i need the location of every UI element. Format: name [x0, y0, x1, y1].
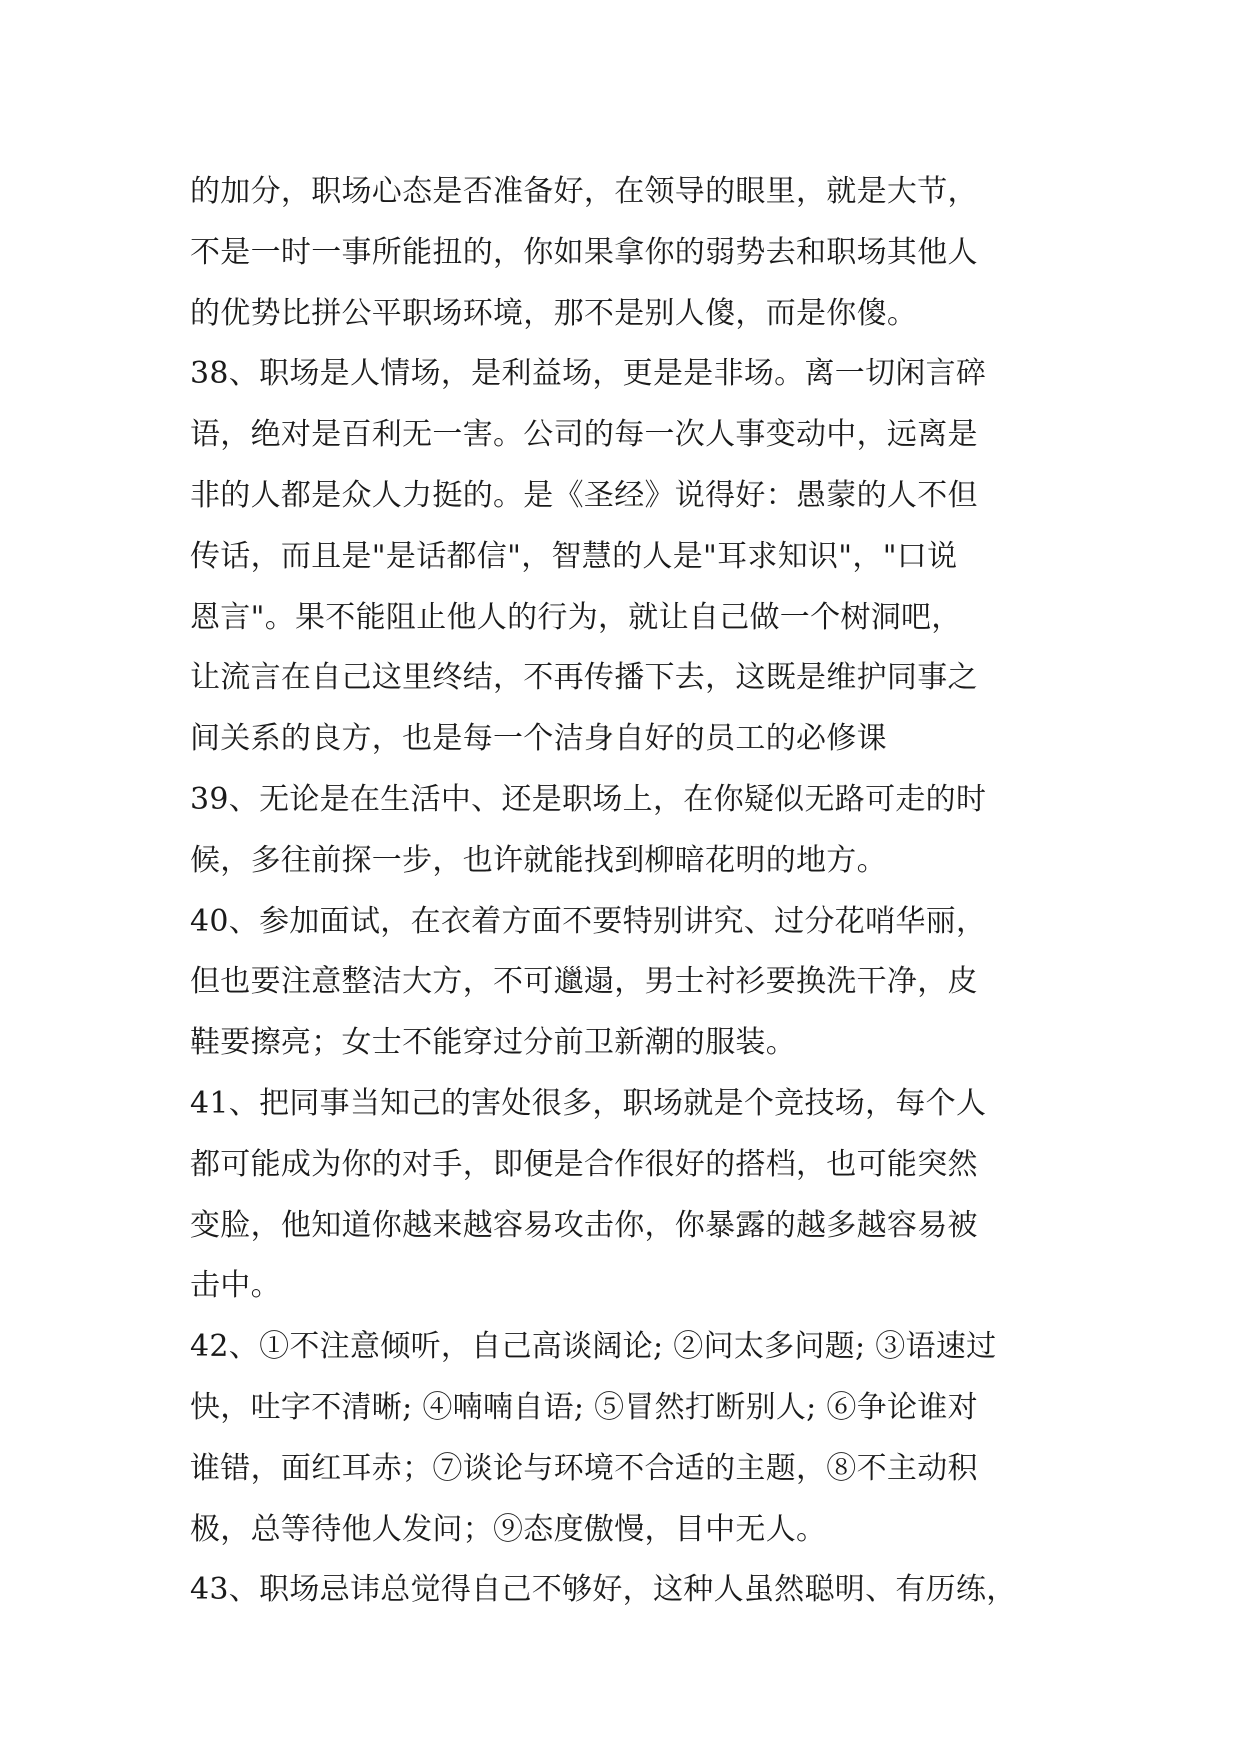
text-line: 快，吐字不清晰; ④喃喃自语; ⑤冒然打断别人; ⑥争论谁对 [190, 1389, 978, 1425]
text-line: 的加分，职场心态是否准备好，在领导的眼里，就是大节， [190, 174, 978, 209]
text-line: 40、参加面试，在衣着方面不要特别讲究、过分花哨华丽， [190, 903, 987, 939]
text-line: 但也要注意整洁大方，不可邋遢，男士衬衫要换洗干净，皮 [190, 964, 978, 1000]
text-line: 38、职场是人情场，是利益场，更是是非场。离一切闲言碎 [190, 356, 987, 392]
text-line: 变脸，他知道你越来越容易攻击你，你暴露的越多越容易被 [190, 1207, 978, 1243]
text-line: 语，绝对是百利无一害。公司的每一次人事变动中，远离是 [190, 417, 978, 453]
text-line: 42、①不注意倾听，自己高谈阔论; ②问太多问题; ③语速过 [190, 1329, 997, 1365]
text-line: 41、把同事当知己的害处很多，职场就是个竞技场，每个人 [190, 1085, 987, 1121]
text-line: 极，总等待他人发问；⑨态度傲慢，目中无人。 [190, 1511, 827, 1547]
body-text [190, 162, 1070, 1621]
text-line: 39、无论是在生活中、还是职场上，在你疑似无路可走的时 [190, 781, 987, 817]
text-line: 候，多往前探一步，也许就能找到柳暗花明的地方。 [190, 842, 887, 878]
text-line: 43、职场忌讳总觉得自己不够好，这种人虽然聪明、有历练， [190, 1572, 1017, 1608]
text-line: 不是一时一事所能扭的，你如果拿你的弱势去和职场其他人 [190, 234, 978, 270]
text-line: 都可能成为你的对手，即便是合作很好的搭档，也可能突然 [190, 1146, 978, 1182]
text-line: 击中。 [190, 1268, 281, 1304]
text-line: 鞋要擦亮；女士不能穿过分前卫新潮的服装。 [190, 1025, 796, 1061]
text-line: 间关系的良方，也是每一个洁身自好的员工的必修课 [190, 721, 887, 757]
text-line: 传话，而且是"是话都信"，智慧的人是"耳求知识"，"口说 [190, 538, 958, 574]
text-line: 恩言"。果不能阻止他人的行为，就让自己做一个树洞吧， [190, 599, 962, 635]
text-line: 的优势比拼公平职场环境，那不是别人傻，而是你傻。 [190, 295, 918, 331]
text-line: 非的人都是众人力挺的。是《圣经》说得好：愚蒙的人不但 [190, 477, 978, 513]
text-line: 谁错，面红耳赤；⑦谈论与环境不合适的主题，⑧不主动积 [190, 1450, 978, 1486]
text-line: 让流言在自己这里终结，不再传播下去，这既是维护同事之 [190, 660, 978, 696]
